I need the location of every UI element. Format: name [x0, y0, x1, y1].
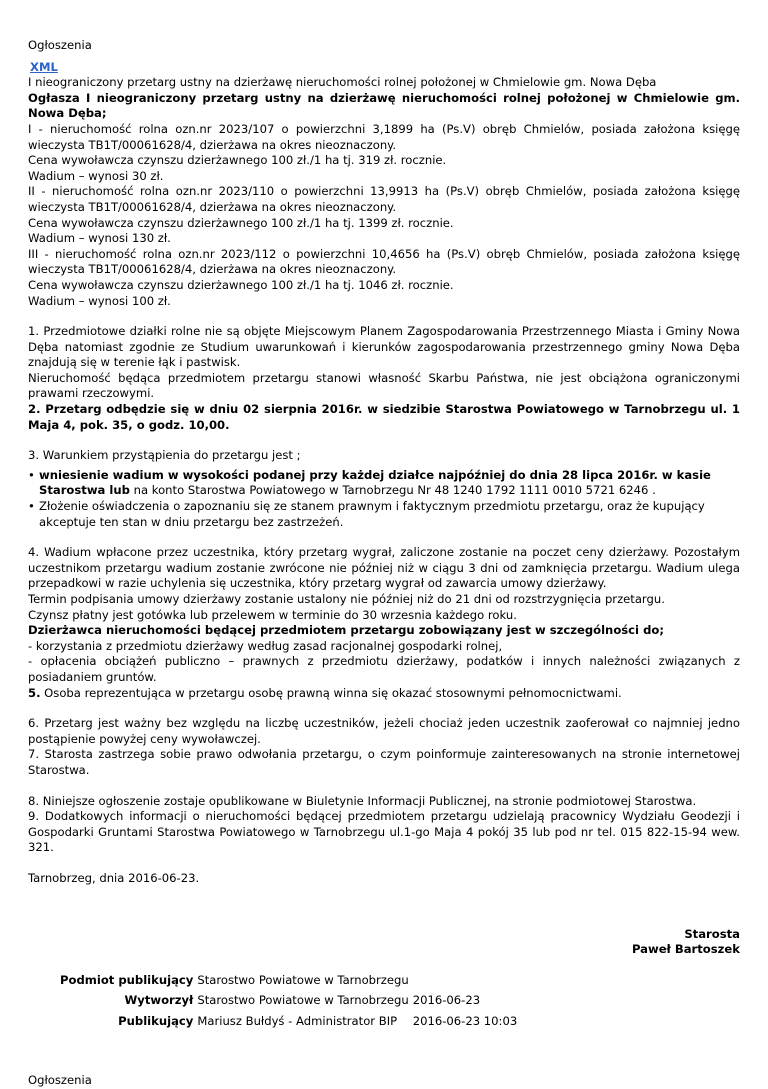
xml-link[interactable]: XML — [30, 59, 58, 74]
paragraph-3: 3. Warunkiem przystąpienia do przetargu jest ; — [28, 448, 301, 463]
condition-item-bold: wniesienie wadium w wysokości podanej przy każdej działce najpóźniej do dnia 28 lipca 2016r. w kasie Starostwa lub — [39, 467, 711, 498]
signature-title: Starosta — [684, 926, 740, 941]
breadcrumb[interactable]: Ogłoszenia — [28, 38, 92, 52]
paragraph-4c: Czynsz płatny jest gotówka lub przelewem w terminie do 30 wrzesnia każdego roku. — [28, 607, 517, 622]
metadata-row — [60, 992, 521, 1013]
metadata-value: Starostwo Powiatowe w Tarnobrzegu — [197, 972, 409, 987]
paragraph-2 — [28, 402, 740, 433]
obligations-heading: Dzierżawca nieruchomości będącej przedmiotem przetargu zobowiązany jest w szczególności do; — [28, 623, 664, 638]
parcel-description: I - nieruchomość rolna ozn.nr 2023/107 o powierzchni 3,1899 ha (Ps.V) obręb Chmielów, posiada założona księgę wieczysta TB1T/00061628/4, dzierżawa na okres nieoznaczony. — [28, 121, 740, 152]
metadata-date: 2016-06-23 10:03 — [412, 1013, 518, 1028]
metadata-row — [60, 972, 521, 993]
parcel-price: Cena wywoławcza czynszu dzierżawnego 100 zł./1 ha tj. 319 zł. rocznie. — [28, 153, 447, 168]
auction-date-text: 2. Przetarg odbędzie się w dniu 02 sierpnia 2016r. w siedzibie Starostwa Powiatowego w Tarnobrzegu ul. 1 Maja 4, pok. 35, o godz. 10,00. — [28, 402, 740, 432]
paragraph-1b: Nieruchomość będąca przedmiotem przetargu stanowi własność Skarbu Państwa, nie jest obciążona ograniczonymi prawami rzeczowymi. — [28, 370, 740, 401]
paragraph-9: 9. Dodatkowych informacji o nieruchomości będącej przedmiotem przetargu udzielają pracownicy Wydziału Geodezji i Gospodarki Gruntami Starostwa Powiatowego w Tarnobrzegu ul.1-go Maja 4 pokój 35 lub pod nr tel. 015 822-15-94 wew. 321. — [28, 809, 740, 855]
announcement-heading — [28, 91, 740, 122]
paragraph-8: 8. Niniejsze ogłoszenie zostaje opublikowane w Biuletynie Informacji Publicznej, na stronie podmiotowej Starostwa. — [28, 793, 697, 808]
paragraph-5-text: Osoba reprezentująca w przetargu osobę prawną winna się okazać stosownymi pełnomocnictwami. — [40, 685, 622, 700]
parcel-1 — [28, 122, 740, 184]
condition-item — [28, 468, 740, 499]
paragraph-6: 6. Przetarg jest ważny bez względu na liczbę uczestników, jeżeli chociaż jeden uczestnik zaoferował co najmniej jedno postąpienie powyżej ceny wywoławczej. — [28, 716, 740, 746]
paragraph-4e: - korzystania z przedmiotu dzierżawy według zasad racjonalnej gospodarki rolnej, — [28, 638, 503, 653]
metadata-table — [60, 972, 521, 1034]
condition-item: • Złożenie oświadczenia o zapoznaniu się ze stanem prawnym i faktycznym przedmiotu przetargu, oraz że kupujący akceptuje ten stan w dniu przetargu bez zastrzeżeń. — [28, 499, 740, 530]
paragraph-5-number: 5. — [28, 685, 41, 700]
parcel-price: Cena wywoławcza czynszu dzierżawnego 100 zł./1 ha tj. 1046 zł. rocznie. — [28, 277, 454, 292]
parcel-price: Cena wywoławcza czynszu dzierżawnego 100 zł./1 ha tj. 1399 zł. rocznie. — [28, 215, 454, 230]
metadata-key: Wytworzył — [124, 993, 194, 1008]
metadata-row — [60, 1013, 521, 1034]
conditions-list — [28, 468, 740, 530]
announcement-title: I nieograniczony przetarg ustny na dzierżawę nieruchomości rolnej położonej w Chmielowie gm. Nowa Dęba — [28, 75, 657, 90]
parcel-description: II - nieruchomość rolna ozn.nr 2023/110 o powierzchni 13,9913 ha (Ps.V) obręb Chmielów, posiada założona księgę wieczysta TB1T/00061628/4, dzierżawa na okres nieoznaczony. — [28, 184, 740, 214]
date-place: Tarnobrzeg, dnia 2016-06-23. — [28, 870, 200, 885]
metadata-date: 2016-06-23 — [412, 993, 481, 1008]
signature-name: Paweł Bartoszek — [631, 942, 740, 957]
parcel-description: III - nieruchomość rolna ozn.nr 2023/112 o powierzchni 10,4656 ha (Ps.V) obręb Chmielów, posiada założona księgę wieczysta TB1T/00061628/4, dzierżawa na okres nieoznaczony. — [28, 246, 740, 277]
metadata-value: Mariusz Bułdyś - Administrator BIP — [197, 1013, 398, 1028]
parcel-3 — [28, 247, 740, 309]
condition-item-rest: na konto Starostwa Powiatowego w Tarnobrzegu Nr 48 1240 1792 1111 0010 5721 6246 . — [129, 483, 656, 498]
paragraph-1: 1. Przedmiotowe działki rolne nie są objęte Miejscowym Planem Zagospodarowania Przestrzennego Miasta i Gminy Nowa Dęba natomiast zgodnie ze Studium uwarunkowań i kierunków zagospodarowania przestrzennego gminy Nowa Dęba znajdują się w terenie łąk i pastwisk. — [28, 324, 740, 370]
announcement-heading-text: Ogłasza I nieograniczony przetarg ustny na dzierżawę nieruchomości rolnej położonej w Chmielowie gm. Nowa Dęba; — [28, 90, 740, 121]
parcel-list — [28, 122, 740, 309]
parcel-deposit: Wadium – wynosi 100 zł. — [28, 293, 171, 308]
metadata-value: Starostwo Powiatowe w Tarnobrzegu — [197, 993, 409, 1008]
parcel-deposit: Wadium – wynosi 130 zł. — [28, 231, 171, 246]
parcel-deposit: Wadium – wynosi 30 zł. — [28, 168, 164, 183]
paragraph-4b: Termin podpisania umowy dzierżawy zostanie ustalony nie później niż do 21 dni od rozstrzygnięcia przetargu. — [28, 592, 665, 606]
paragraph-7: 7. Starosta zastrzega sobie prawo odwołania przetargu, o czym poinformuje zainteresowanych na stronie internetowej Starostwa. — [28, 747, 740, 777]
paragraph-4f: - opłacenia obciążeń publiczno – prawnych z przedmiotu dzierżawy, podatków i innych należności związanych z posiadaniem gruntów. — [28, 654, 740, 684]
paragraph-4d — [28, 623, 740, 639]
paragraph-5 — [28, 686, 740, 702]
metadata-date — [413, 972, 521, 993]
footer-breadcrumb[interactable]: Ogłoszenia — [28, 1073, 92, 1088]
parcel-2 — [28, 184, 740, 246]
paragraph-4: 4. Wadium wpłacone przez uczestnika, który przetarg wygrał, zaliczone zostanie na poczet ceny dzierżawy. Pozostałym uczestnikom przetargu wadium zostanie zwrócone nie później niż w ciągu 3 dni od zamknięcia przetargu. Wadium ulega przepadkowi w razie uchylenia się uczestnika, który przetarg wygrał od zawarcia umowy dzierżawy. — [28, 545, 740, 591]
metadata-key: Publikujący — [118, 1013, 194, 1028]
metadata-key: Podmiot publikujący — [60, 972, 194, 987]
